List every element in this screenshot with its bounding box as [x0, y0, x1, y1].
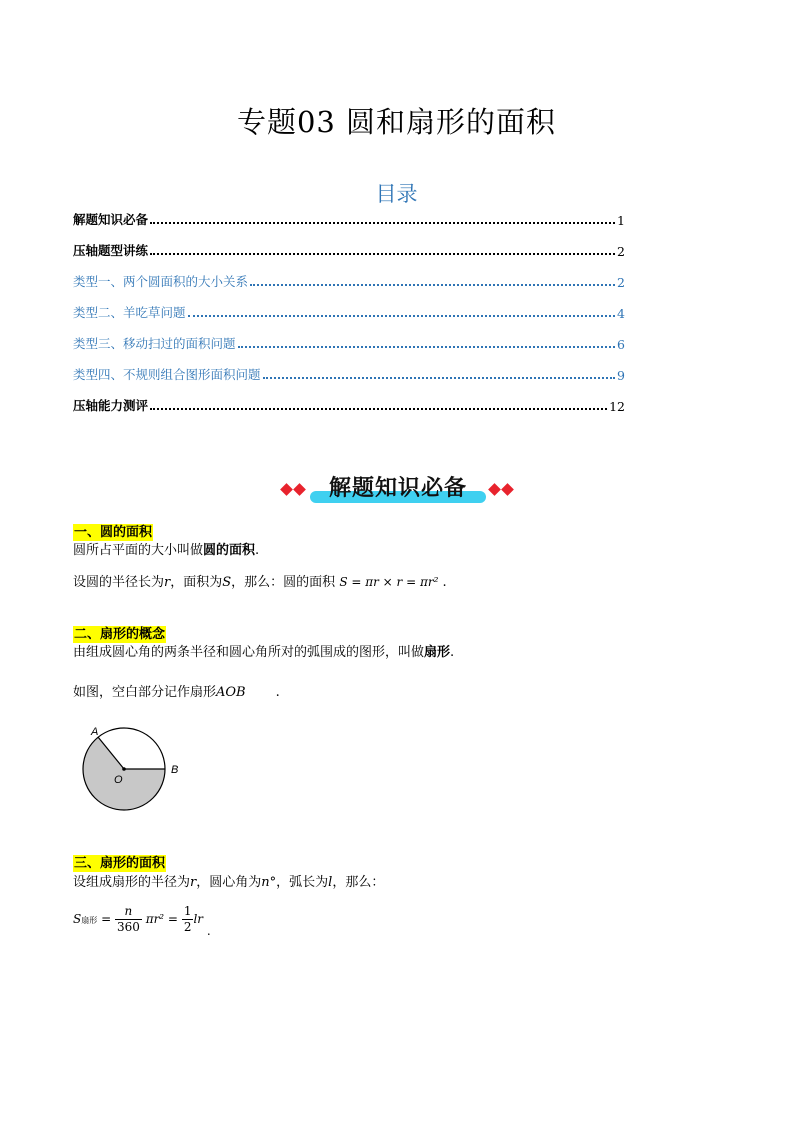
sector-area-setup: 设组成扇形的半径为r，圆心角为n°，弧长为l，那么：	[73, 875, 385, 890]
toc-entry-label: 类型一、两个圆面积的大小关系	[73, 274, 249, 289]
sector-diagram	[75, 718, 195, 823]
toc-entry-page: 6	[617, 337, 625, 352]
toc-entry[interactable]	[73, 332, 625, 352]
banner-title: 解题知识必备	[328, 476, 467, 501]
toc-entry-page: 2	[617, 275, 625, 290]
toc-entry[interactable]	[73, 301, 625, 321]
toc-entry-label: 压轴题型讲练	[73, 243, 149, 258]
toc-leader	[263, 377, 616, 379]
diamond-decoration-left	[282, 479, 308, 498]
toc-entry-page: 4	[617, 306, 625, 321]
toc-entry[interactable]	[73, 208, 625, 228]
toc-entry-page: 1	[617, 213, 625, 228]
circle-area-definition: 圆所占平面的大小叫做圆的面积.	[73, 543, 260, 558]
toc-leader	[150, 408, 607, 410]
section-banner	[280, 470, 520, 506]
toc-leader	[238, 346, 616, 348]
center-point	[122, 767, 126, 771]
toc-leader	[150, 253, 615, 255]
diamond-decoration-right	[490, 479, 516, 498]
toc-entry-label: 解题知识必备	[73, 212, 149, 227]
section-heading-circle-area: 一、圆的面积	[74, 525, 153, 540]
toc-entry[interactable]	[73, 270, 625, 290]
toc-entry[interactable]	[73, 239, 625, 259]
label-b: B	[171, 764, 179, 776]
toc-entry-label: 类型四、不规则组合图形面积问题	[73, 367, 261, 382]
toc-entry-page: 9	[617, 368, 625, 383]
label-a: A	[91, 726, 99, 738]
toc-leader	[250, 284, 615, 286]
toc-heading: 目录	[375, 182, 418, 206]
sector-figure-caption: 如图，空白部分记作扇形AOB .	[73, 685, 280, 700]
toc-entry[interactable]	[73, 363, 625, 383]
toc-entry[interactable]	[73, 394, 625, 414]
toc-entry-label: 压轴能力测评	[73, 398, 149, 413]
section-heading-sector-area: 三、扇形的面积	[74, 856, 166, 871]
section-heading-sector-concept: 二、扇形的概念	[74, 627, 166, 642]
toc-leader	[188, 315, 616, 317]
sector-area-formula: S扇形 = $\frac{n}{360}$ πr² = $\frac{1}{2}$ lr .	[73, 904, 211, 938]
toc-leader	[150, 222, 615, 224]
circle-area-formula-line: 设圆的半径长为r，面积为S，那么：圆的面积 S = πr × r = πr² .	[73, 575, 447, 590]
toc-entry-label: 类型三、移动扫过的面积问题	[73, 336, 236, 351]
circle-area-formula: S = πr × r = πr²	[339, 575, 439, 589]
label-o: O	[114, 774, 123, 786]
toc-entry-page: 12	[609, 399, 625, 414]
page-title: 专题03 圆和扇形的面积	[236, 105, 557, 139]
sector-definition: 由组成圆心角的两条半径和圆心角所对的弧围成的图形，叫做扇形.	[73, 645, 455, 660]
toc-entry-page: 2	[617, 244, 625, 259]
toc-entry-label: 类型二、羊吃草问题	[73, 305, 186, 320]
